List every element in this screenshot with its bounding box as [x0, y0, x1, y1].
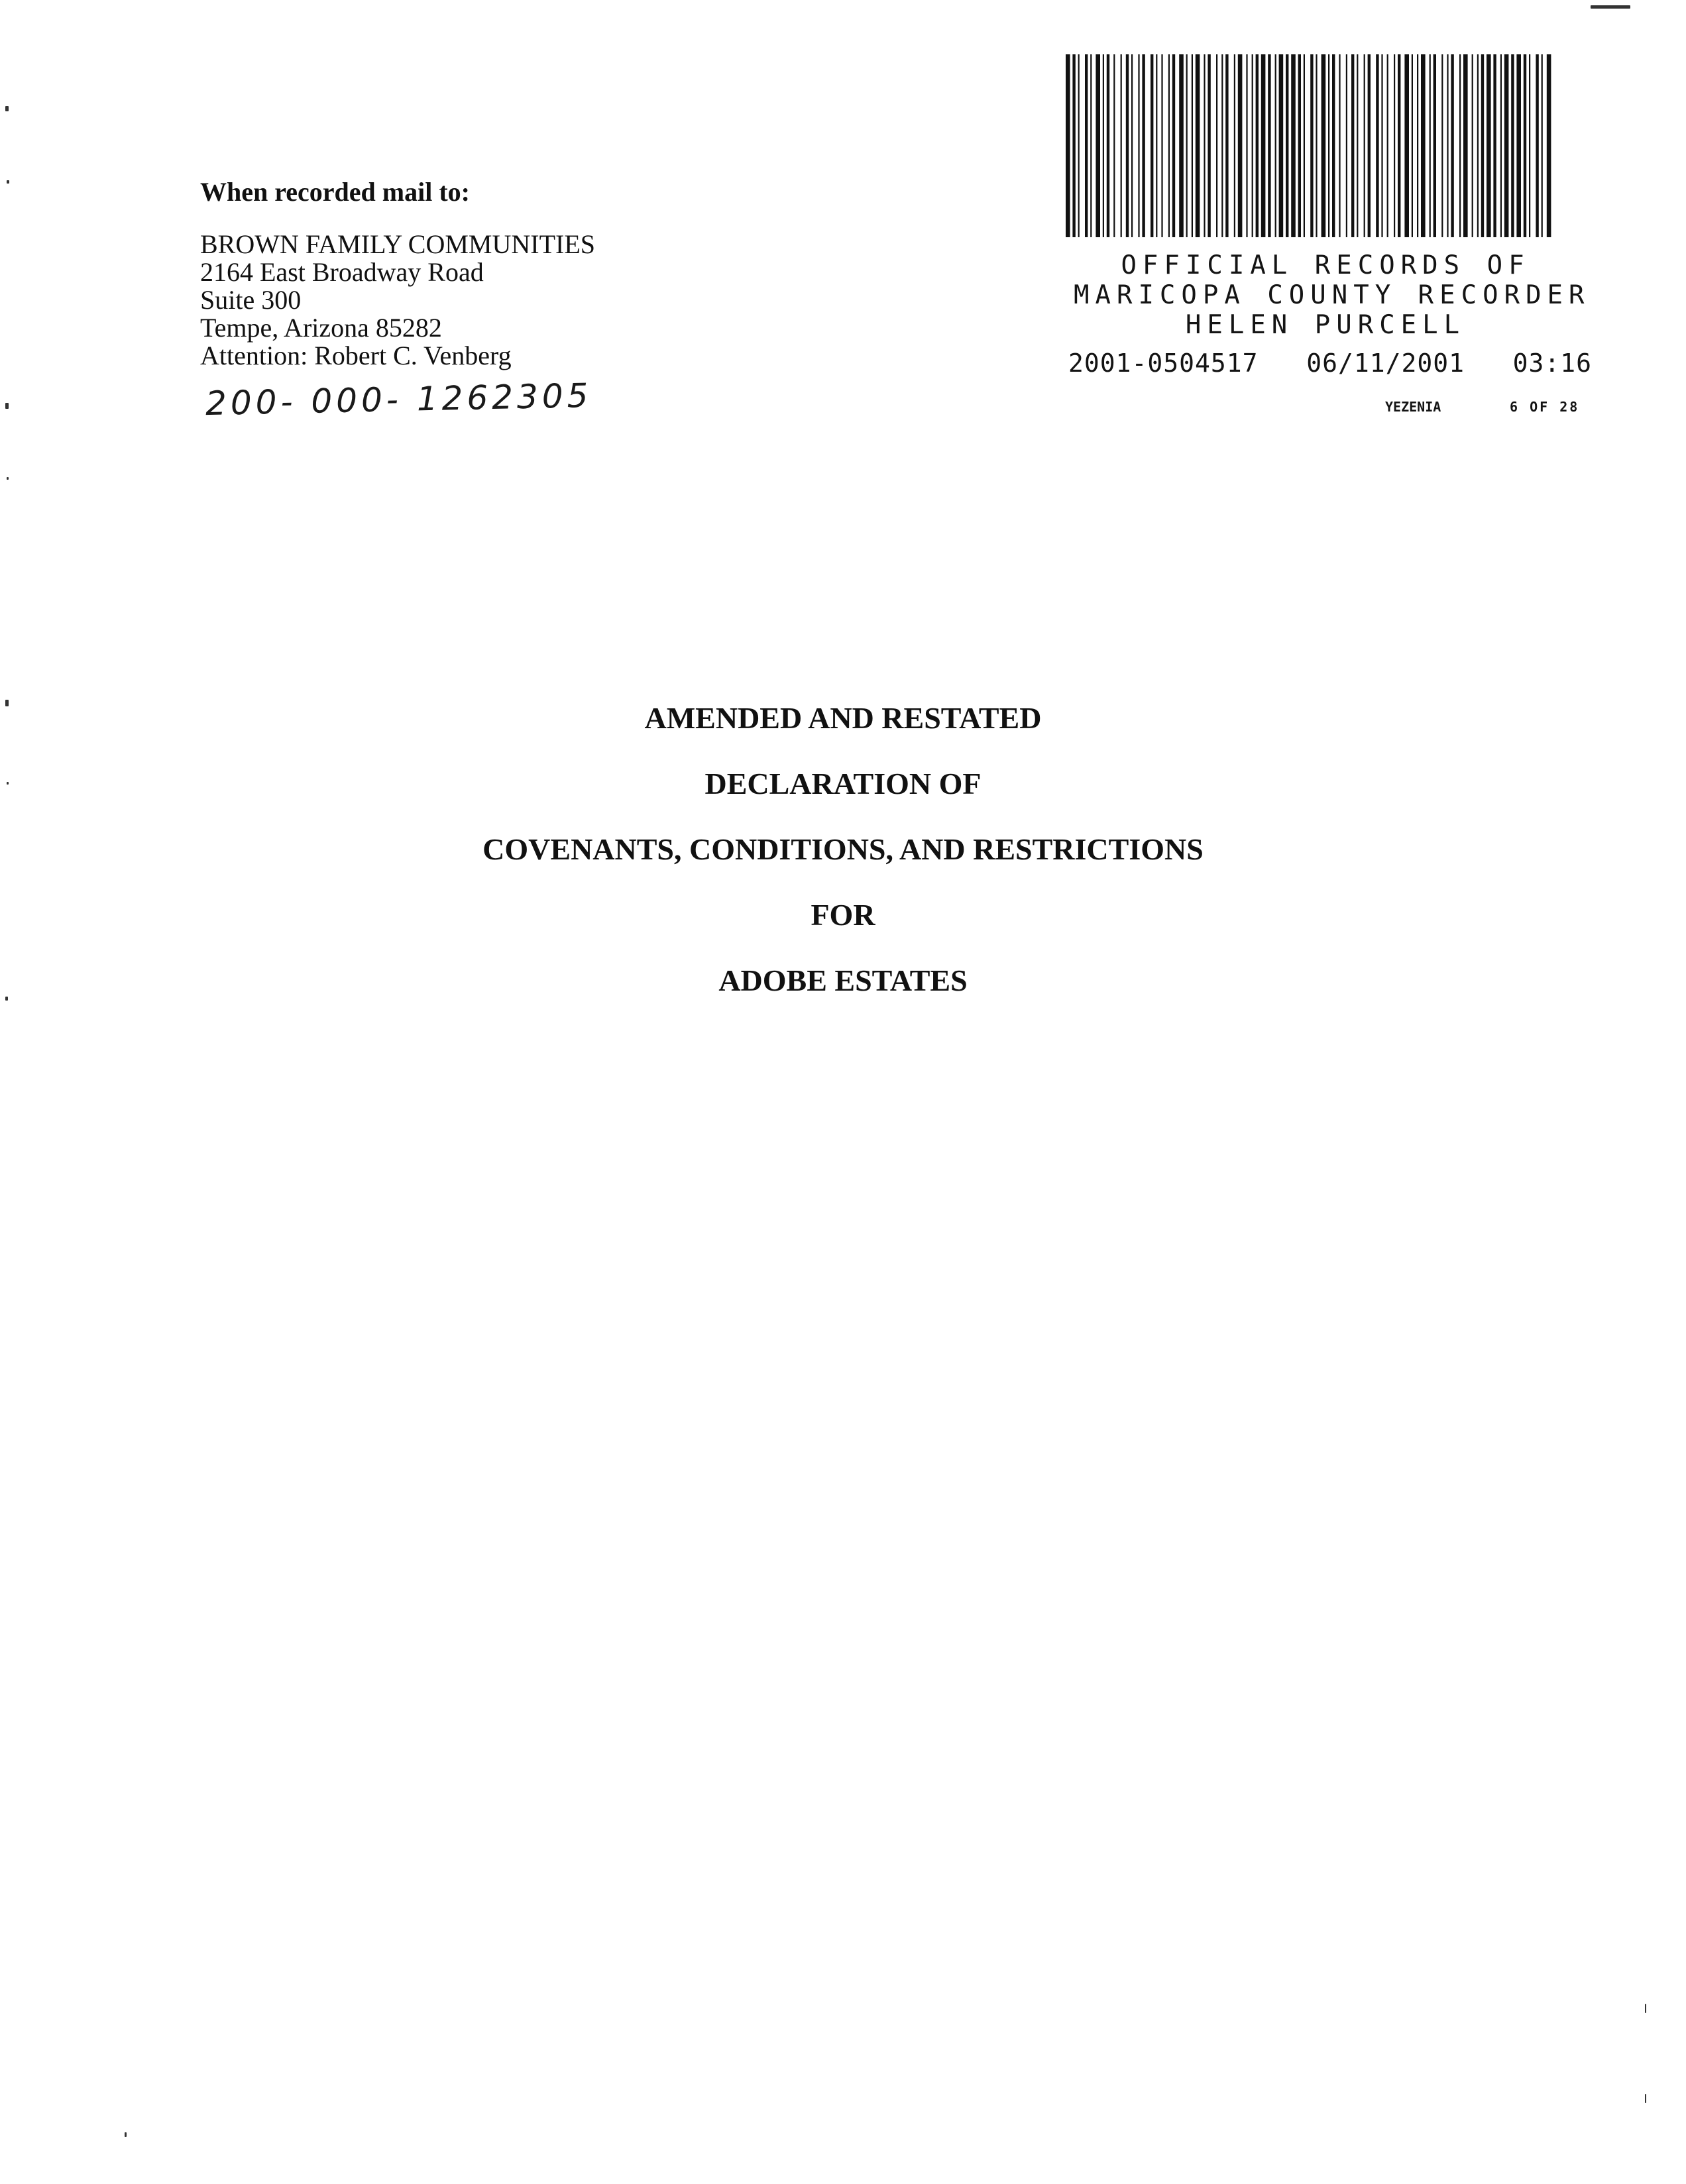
title-line-1: AMENDED AND RESTATED	[644, 701, 1042, 735]
scan-speck	[5, 106, 9, 111]
recorder-line-name: HELEN PURCELL	[1185, 310, 1466, 340]
title-line-4: FOR	[811, 898, 875, 932]
scan-speck	[5, 403, 9, 409]
scan-speck	[7, 180, 9, 184]
recorder-line-official: OFFICIAL RECORDS OF	[1121, 250, 1530, 280]
address-street: 2164 East Broadway Road	[200, 257, 484, 287]
recording-info	[1068, 349, 1592, 378]
clerk-name: YEZENIA	[1385, 399, 1441, 415]
address-attention: Attention: Robert C. Venberg	[200, 341, 512, 370]
address-suite: Suite 300	[200, 285, 302, 315]
address-company: BROWN FAMILY COMMUNITIES	[200, 229, 595, 259]
recording-date: 06/11/2001	[1306, 349, 1465, 378]
mail-to-block	[200, 176, 704, 370]
mail-to-heading: When recorded mail to:	[200, 177, 470, 207]
address-city: Tempe, Arizona 85282	[200, 313, 442, 343]
barcode-image	[1064, 54, 1555, 237]
scan-speck	[7, 477, 9, 480]
scan-speck	[1645, 2004, 1646, 2013]
page-count: 6 OF 28	[1510, 399, 1580, 415]
recorder-line-county: MARICOPA COUNTY RECORDER	[1074, 280, 1591, 310]
title-line-5: ADOBE ESTATES	[718, 963, 968, 997]
scan-speck	[1645, 2094, 1646, 2103]
scan-speck	[1591, 5, 1630, 9]
handwritten-parcel-number: 200- 000- 1262305	[205, 376, 592, 423]
document-number: 2001-0504517	[1068, 349, 1259, 378]
scan-speck	[7, 782, 9, 785]
scan-speck	[125, 2132, 127, 2137]
scan-speck	[5, 700, 9, 706]
recording-time: 03:16	[1512, 349, 1592, 378]
recorder-stamp	[1068, 250, 1592, 415]
document-title	[0, 700, 1686, 1028]
title-line-2: DECLARATION OF	[704, 767, 982, 800]
title-line-3: COVENANTS, CONDITIONS, AND RESTRICTIONS	[482, 832, 1204, 866]
scan-speck	[5, 997, 8, 1001]
